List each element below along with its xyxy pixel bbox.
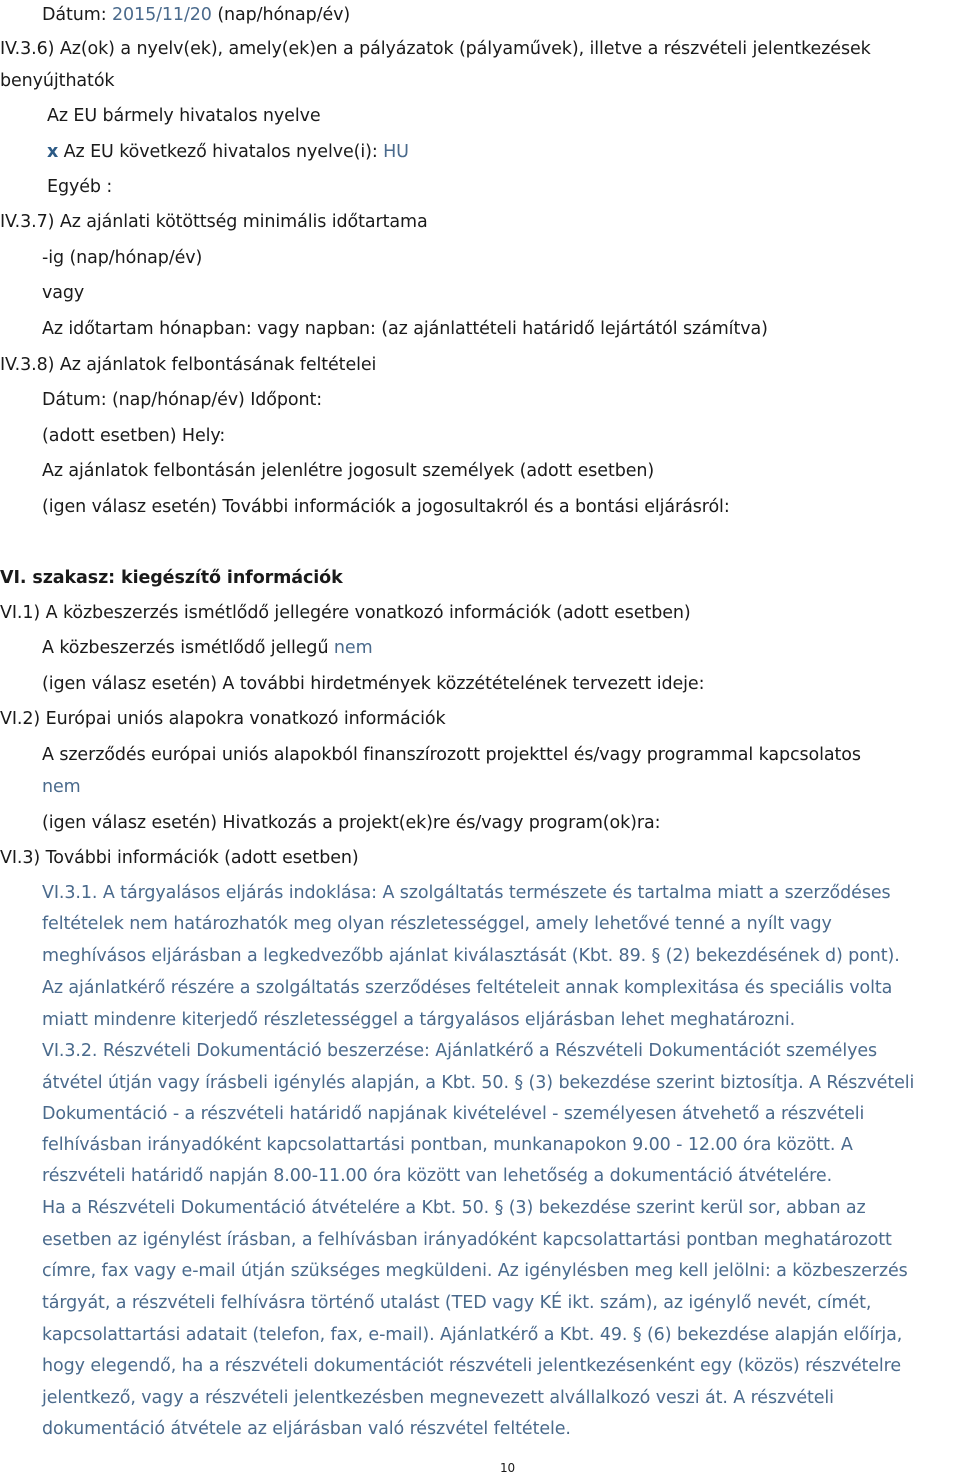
vi2-value: nem	[42, 777, 81, 797]
iv37-or: vagy	[42, 283, 85, 303]
vi3-text-line: VI.3.1. A tárgyalásos eljárás indoklása: A szolgáltatás természete és tartalma miatt a szerződéses	[42, 883, 891, 903]
iv36-heading-cont: benyújthatók	[0, 71, 115, 91]
vi3-text-line: részvételi határidő napján 8.00-11.00 óra között van lehetőség a dokumentáció átvételére.	[42, 1166, 833, 1186]
section-vi-title: VI. szakasz: kiegészítő információk	[0, 568, 343, 588]
iv38-place: (adott esetben) Hely:	[42, 426, 226, 446]
vi1-recurring	[42, 637, 373, 659]
vi3-text-line: dokumentáció átvétele az eljárásban való részvétel feltétele.	[42, 1419, 571, 1439]
option-any-eu-language: Az EU bármely hivatalos nyelve	[47, 106, 321, 126]
option-following-languages	[47, 141, 409, 163]
vi3-text-line: Ha a Részvételi Dokumentáció átvételére a Kbt. 50. § (3) bekezdése szerint kerül sor, abban az	[42, 1198, 866, 1218]
vi3-text-line: tárgyát, a részvételi felhívásra történő utalást (TED vagy KÉ ikt. szám), az igénylő nevét, címét,	[42, 1293, 872, 1313]
page-number: 10	[500, 1461, 516, 1475]
vi3-text-line: esetben az igénylést írásban, a felhívásban irányadóként kapcsolattartási pontban meghatározott	[42, 1230, 892, 1250]
vi2-reference: (igen válasz esetén) Hivatkozás a projekt(ek)re és/vagy program(ok)ra:	[42, 813, 661, 833]
iv37-until: -ig (nap/hónap/év)	[42, 248, 203, 268]
vi3-heading: VI.3) További információk (adott esetben)	[0, 848, 359, 868]
vi3-text-line: miatt mindenre kiterjedő részletességgel a tárgyalásos eljárásban lehet meghatározni.	[42, 1010, 796, 1030]
iv36-heading: IV.3.6) Az(ok) a nyelv(ek), amely(ek)en a pályázatok (pályaművek), illetve a részvételi jelentkezések	[0, 39, 871, 59]
iv38-heading: IV.3.8) Az ajánlatok felbontásának feltételei	[0, 355, 377, 375]
option-other: Egyéb :	[47, 177, 113, 197]
vi3-text-line: feltételek nem határozhatók meg olyan részletességgel, amely lehetővé tenné a nyílt vagy	[42, 914, 832, 934]
vi3-text-line: felhívásban irányadóként kapcsolattartási pontban, munkanapokon 9.00 - 12.00 óra között. A	[42, 1135, 853, 1155]
iv37-heading: IV.3.7) Az ajánlati kötöttség minimális időtartama	[0, 212, 428, 232]
iv38-date-time: Dátum: (nap/hónap/év) Időpont:	[42, 390, 323, 410]
vi3-text-line: meghívásos eljárásban a legkedvezőbb ajánlat kiválasztását (Kbt. 89. § (2) bekezdésének d) pont).	[42, 946, 900, 966]
vi3-text-line: kapcsolattartási adatait (telefon, fax, e-mail). Ajánlatkérő a Kbt. 49. § (6) bekezdése alapján előírja,	[42, 1325, 903, 1345]
vi1-heading: VI.1) A közbeszerzés ismétlődő jellegére vonatkozó információk (adott esetben)	[0, 603, 691, 623]
vi3-text-line: VI.3.2. Részvételi Dokumentáció beszerzése: Ajánlatkérő a Részvételi Dokumentációt személyes	[42, 1041, 878, 1061]
vi2-heading: VI.2) Európai uniós alapokra vonatkozó információk	[0, 709, 446, 729]
check-mark-icon: x	[47, 142, 59, 162]
vi2-question: A szerződés európai uniós alapokból finanszírozott projekttel és/vagy programmal kapcsolatos	[42, 745, 861, 765]
vi3-text-line: Az ajánlatkérő részére a szolgáltatás szerződéses feltételeit annak komplexitása és speciális volta	[42, 978, 893, 998]
vi3-text-line: átvétel útján vagy írásbeli igénylés alapján, a Kbt. 50. § (3) bekezdése szerint biztosítja. A Részvételi	[42, 1073, 915, 1093]
date-label: Dátum:	[42, 5, 107, 25]
vi1-recurring-label: A közbeszerzés ismétlődő jellegű	[42, 638, 329, 658]
vi3-text-line: hogy elegendő, ha a részvételi dokumentációt részvételi jelentkezésenként egy (közös) részvételre	[42, 1356, 902, 1376]
iv38-further: (igen válasz esetén) További információk a jogosultakról és a bontási eljárásról:	[42, 497, 730, 517]
date-line	[42, 4, 350, 26]
language-value: HU	[383, 142, 409, 162]
vi3-text-line: jelentkező, vagy a részvételi jelentkezésben megnevezett alvállalkozó veszi át. A részvételi	[42, 1388, 834, 1408]
vi3-text-line: Dokumentáció - a részvételi határidő napjának kivételével - személyesen átvehető a részvételi	[42, 1104, 865, 1124]
date-format: (nap/hónap/év)	[217, 5, 351, 25]
date-value: 2015/11/20	[111, 5, 212, 25]
vi1-further: (igen válasz esetén) A további hirdetmények közzétételének tervezett ideje:	[42, 674, 705, 694]
iv37-duration: Az időtartam hónapban: vagy napban: (az ajánlattételi határidő lejártától számítva)	[42, 319, 768, 339]
iv38-persons: Az ajánlatok felbontásán jelenlétre jogosult személyek (adott esetben)	[42, 461, 655, 481]
vi1-recurring-value: nem	[333, 638, 373, 658]
option-following-label: Az EU következő hivatalos nyelve(i):	[63, 142, 378, 162]
vi3-text-line: címre, fax vagy e-mail útján szükséges megküldeni. Az igénylésben meg kell jelölni: a közbeszerzés	[42, 1261, 908, 1281]
